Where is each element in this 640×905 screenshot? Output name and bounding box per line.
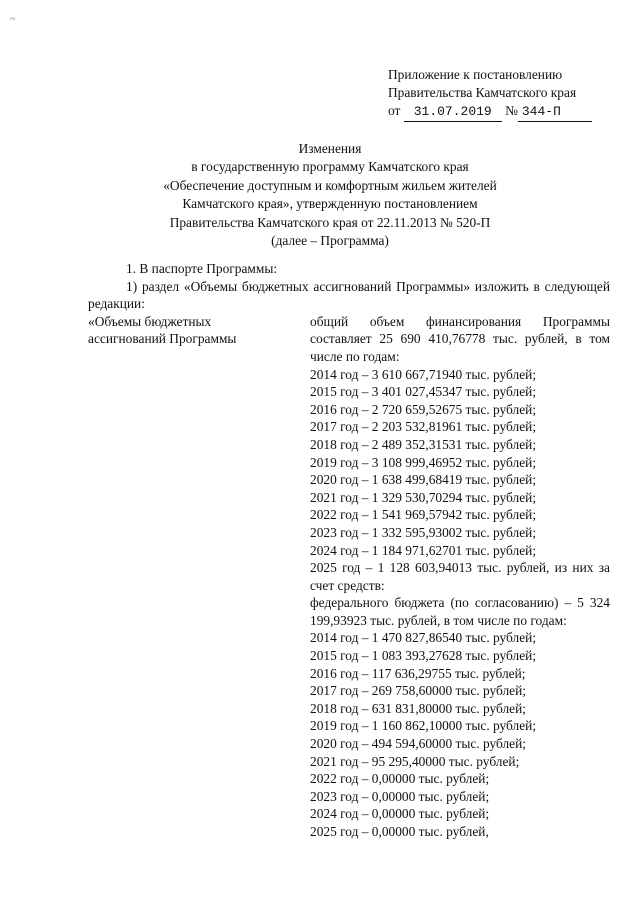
budget-line: 2021 год – 1 329 530,70294 тыс. рублей; [310, 489, 537, 505]
title-line-2: в государственную программу Камчатского края [191, 159, 469, 175]
decree-number: 344-П [518, 103, 592, 122]
federal-line: 2020 год – 494 594,60000 тыс. рублей; [310, 736, 527, 752]
budget-line: 2015 год – 3 401 027,45347 тыс. рублей; [310, 384, 537, 400]
federal-line: 2021 год – 95 295,40000 тыс. рублей; [310, 753, 520, 769]
budget-table-label [88, 313, 310, 841]
title-line-1: Изменения [298, 141, 362, 156]
budget-line: 2017 год – 2 203 532,81961 тыс. рублей; [310, 419, 537, 435]
appendix-line-2: Правительства Камчатского края [388, 85, 577, 100]
federal-line: 2017 год – 269 758,60000 тыс. рублей; [310, 683, 527, 699]
budget-table [88, 313, 610, 841]
federal-line: 2024 год – 0,00000 тыс. рублей; [310, 806, 490, 822]
title-line-5: Правительства Камчатского края от 22.11.2013 № 520-П [169, 214, 491, 230]
section-heading: 1. В паспорте Программы: [126, 261, 278, 276]
document-body [88, 260, 610, 841]
from-label: от [388, 103, 401, 118]
federal-line: 2016 год – 117 636,29755 тыс. рублей; [310, 665, 526, 681]
appendix-header [388, 66, 592, 122]
budget-line-2025: 2025 год – 1 128 603,94013 тыс. рублей, из них за счет средств: [310, 560, 610, 593]
corner-mark: ~ [10, 14, 16, 25]
decree-date: 31.07.2019 [404, 103, 502, 122]
total-financing-text: общий объем финансирования Программы составляет 25 690 410,76778 тыс. рублей, в том числе по годам: [310, 313, 610, 364]
title-line-6: (далее – Программа) [271, 233, 389, 249]
appendix-line-1: Приложение к постановлению [388, 67, 563, 82]
federal-line: 2019 год – 1 160 862,10000 тыс. рублей; [310, 718, 537, 734]
budget-line: 2016 год – 2 720 659,52675 тыс. рублей; [310, 401, 537, 417]
budget-line: 2014 год – 3 610 667,71940 тыс. рублей; [310, 366, 537, 382]
label-line-2: ассигнований Программы [88, 331, 237, 347]
federal-budget-text: федерального бюджета (по согласованию) – 5 324 199,93923 тыс. рублей, в том числе по годам: [310, 595, 610, 628]
appendix-date-line [388, 102, 592, 122]
federal-line: 2018 год – 631 831,80000 тыс. рублей; [310, 700, 527, 716]
number-label: № [505, 103, 518, 118]
federal-line: 2025 год – 0,00000 тыс. рублей, [310, 824, 489, 839]
federal-line: 2022 год – 0,00000 тыс. рублей; [310, 771, 490, 787]
document-title [0, 140, 640, 250]
title-line-3: «Обеспечение доступным и комфортным жильем жителей [163, 177, 497, 193]
title-line-4: Камчатского края», утвержденную постановлением [182, 196, 478, 212]
subsection-text: 1) раздел «Объемы бюджетных ассигнований Программы» изложить в следующей редакции: [88, 278, 610, 312]
budget-line: 2020 год – 1 638 499,68419 тыс. рублей; [310, 472, 537, 488]
budget-line: 2018 год – 2 489 352,31531 тыс. рублей; [310, 436, 537, 452]
budget-line: 2024 год – 1 184 971,62701 тыс. рублей; [310, 542, 537, 558]
federal-line: 2015 год – 1 083 393,27628 тыс. рублей; [310, 648, 537, 664]
budget-line: 2019 год – 3 108 999,46952 тыс. рублей; [310, 454, 537, 470]
label-line-1: «Объемы бюджетных [88, 313, 212, 329]
budget-line: 2023 год – 1 332 595,93002 тыс. рублей; [310, 524, 537, 540]
budget-line: 2022 год – 1 541 969,57942 тыс. рублей; [310, 507, 537, 523]
federal-line: 2023 год – 0,00000 тыс. рублей; [310, 788, 490, 804]
budget-table-values [310, 313, 610, 841]
federal-line: 2014 год – 1 470 827,86540 тыс. рублей; [310, 630, 537, 646]
